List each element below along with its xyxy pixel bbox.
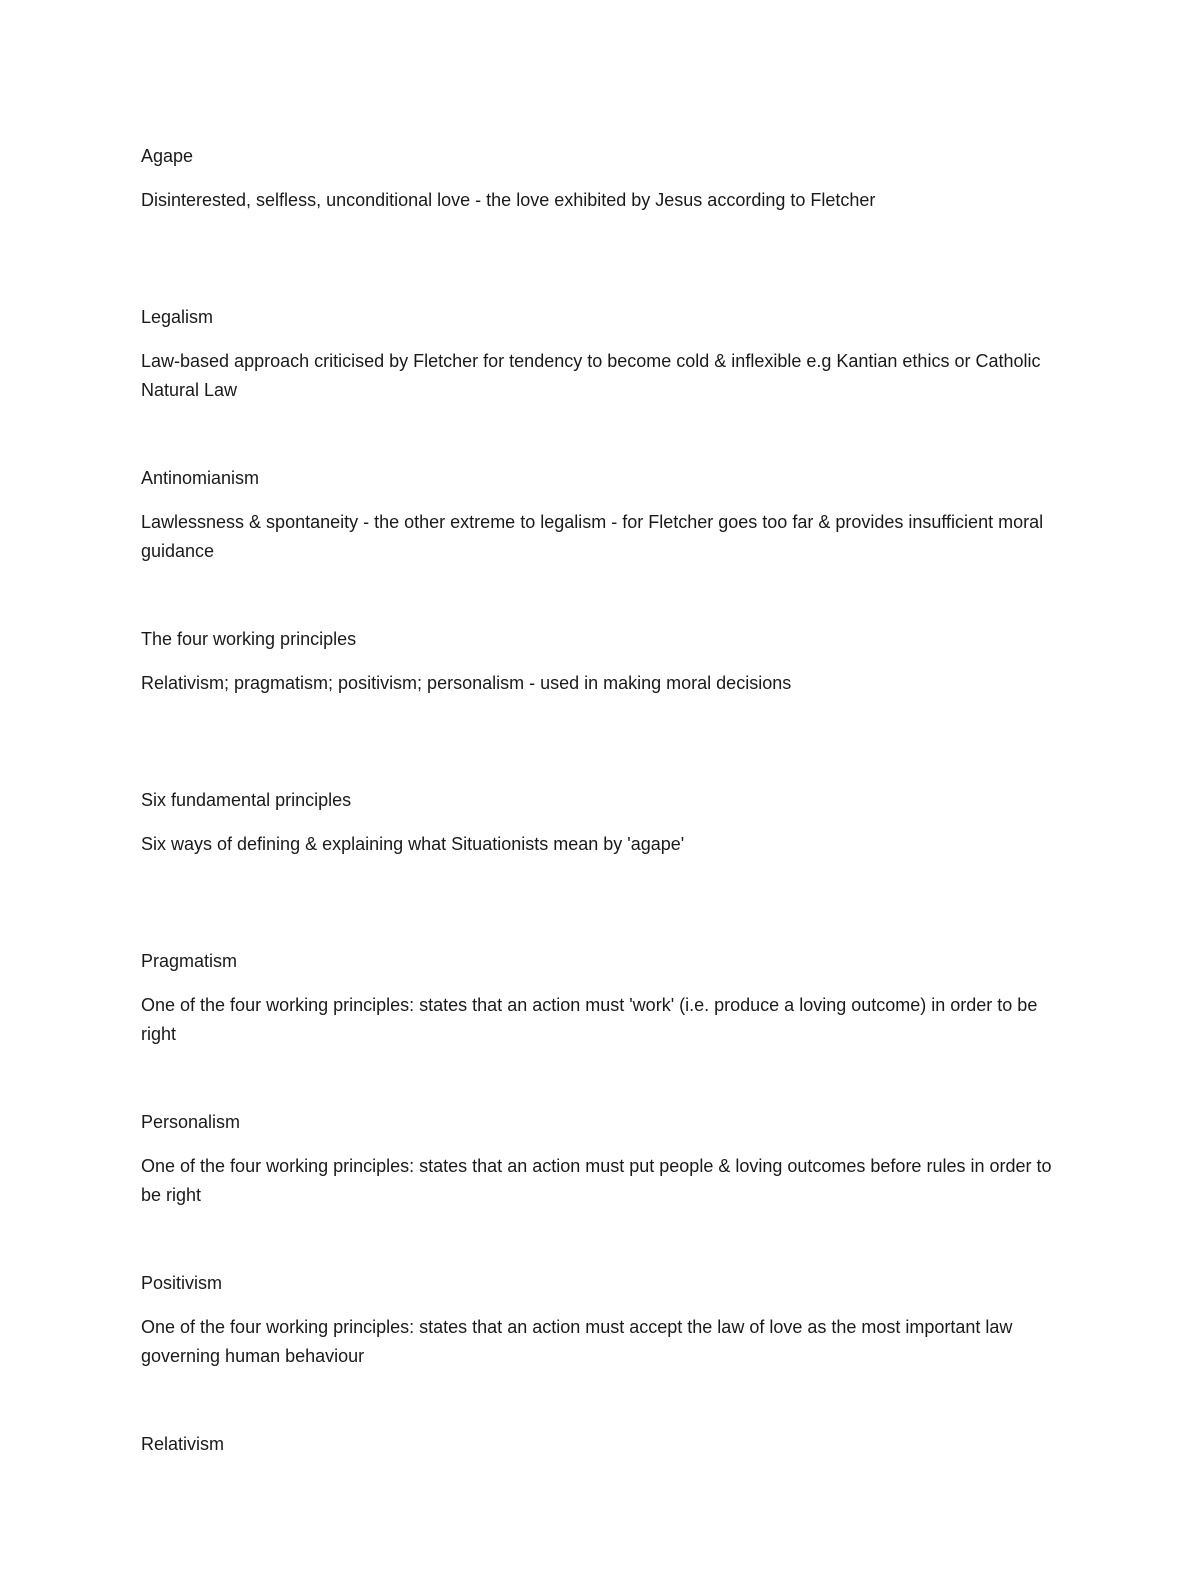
term-definition: Relativism; pragmatism; positivism; personalism - used in making moral decisions — [141, 673, 792, 693]
term-heading: Six fundamental principles — [141, 790, 352, 810]
term-heading: Relativism — [141, 1434, 225, 1454]
glossary-entry-relativism — [141, 1430, 1061, 1591]
term-heading: Antinomianism — [141, 468, 260, 488]
term-definition: Law-based approach criticised by Fletcher for tendency to become cold & inflexible e.g Kantian ethics or Catholic Natural Law — [141, 351, 1041, 400]
term-definition: Lawlessness & spontaneity - the other extreme to legalism - for Fletcher goes too far & provides insufficient moral guidance — [141, 512, 1044, 561]
glossary-entry-pragmatism — [141, 947, 1061, 1108]
glossary-list — [141, 142, 1061, 1591]
glossary-entry-personalism — [141, 1108, 1061, 1269]
glossary-entry-legalism — [141, 303, 1061, 464]
glossary-entry-antinomianism — [141, 464, 1061, 625]
term-heading: The four working principles — [141, 629, 357, 649]
term-heading: Personalism — [141, 1112, 241, 1132]
term-definition: One of the four working principles: states that an action must accept the law of love as the most important law governing human behaviour — [141, 1317, 1013, 1366]
term-heading: Legalism — [141, 307, 214, 327]
glossary-entry-six-fundamental-principles — [141, 786, 1061, 947]
term-definition: Six ways of defining & explaining what Situationists mean by 'agape' — [141, 834, 685, 854]
term-definition: One of the four working principles: states that an action must 'work' (i.e. produce a loving outcome) in order to be right — [141, 995, 1038, 1044]
glossary-entry-agape — [141, 142, 1061, 303]
term-definition: Disinterested, selfless, unconditional love - the love exhibited by Jesus according to Fletcher — [141, 190, 876, 210]
glossary-entry-four-working-principles — [141, 625, 1061, 786]
term-definition: One of the four working principles: states that an action must put people & loving outcomes before rules in order to be right — [141, 1156, 1052, 1205]
term-heading: Pragmatism — [141, 951, 238, 971]
glossary-entry-positivism — [141, 1269, 1061, 1430]
term-heading: Agape — [141, 146, 194, 166]
term-heading: Positivism — [141, 1273, 223, 1293]
